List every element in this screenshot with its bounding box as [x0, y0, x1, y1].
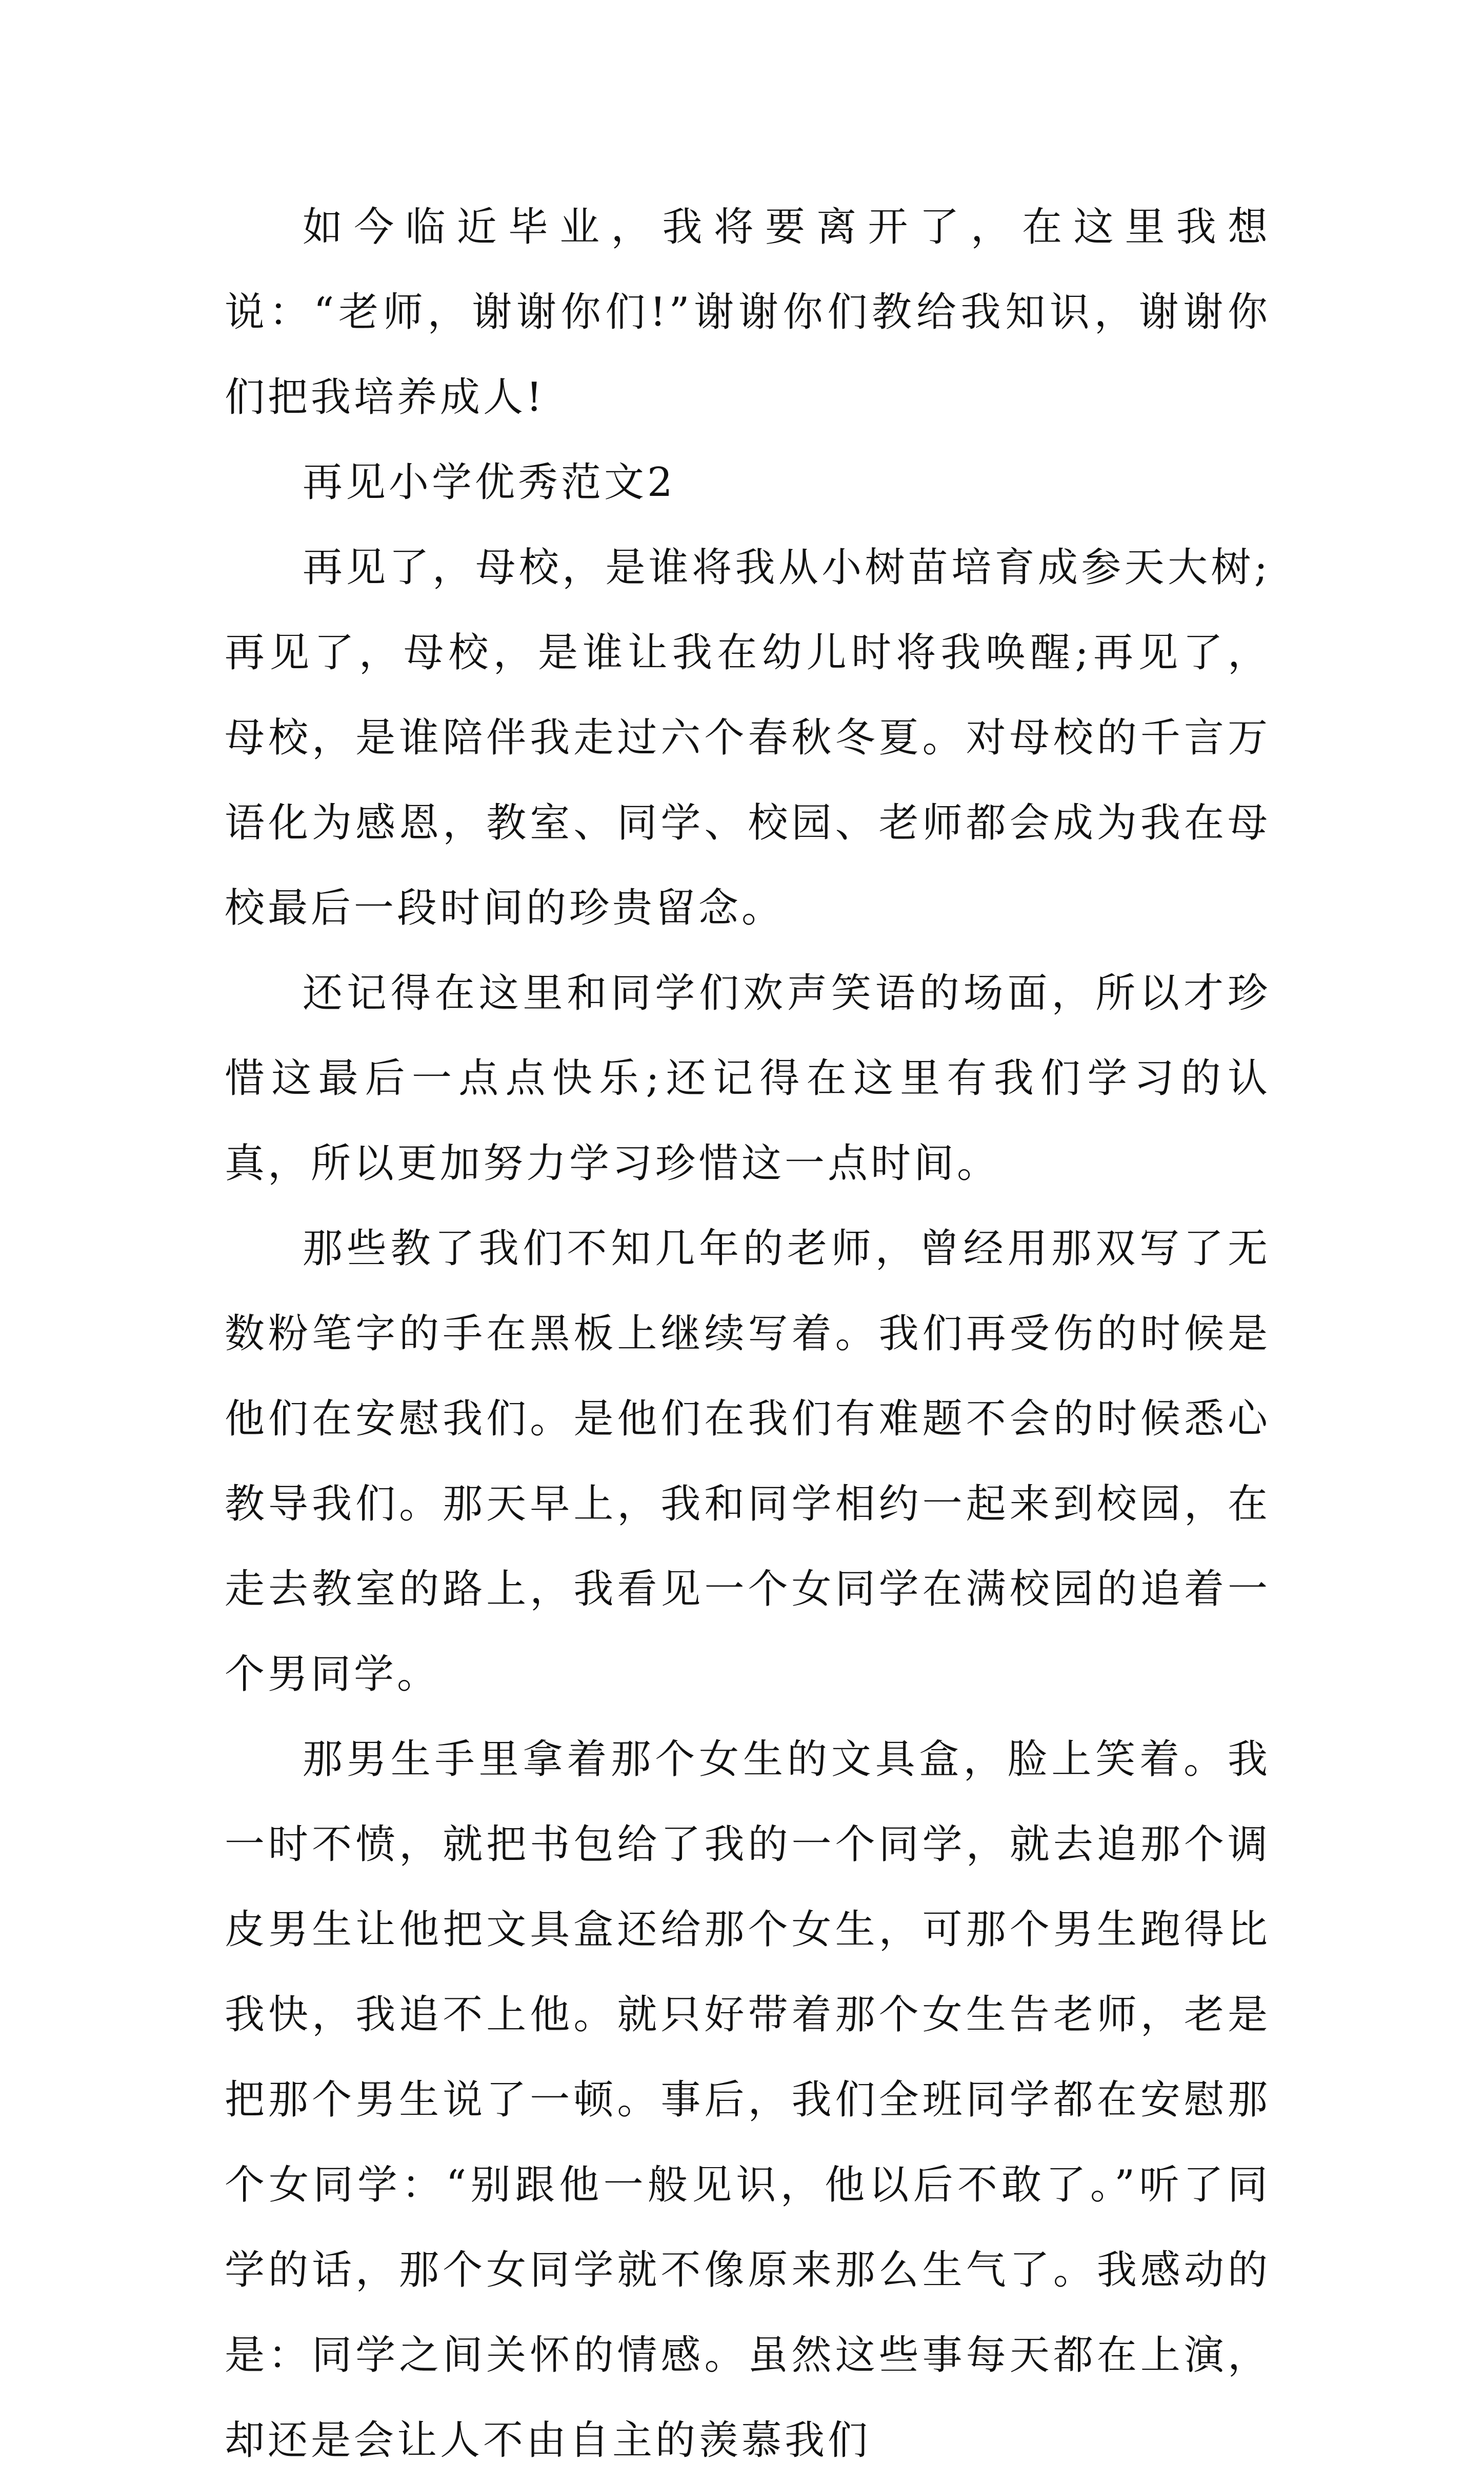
document-body	[225, 185, 1271, 2483]
paragraph-classmates: 那男生手里拿着那个女生的文具盒，脸上笑着。我一时不愤，就把书包给了我的一个同学，就去追那个调皮男生让他把文具盒还给那个女生，可那个男生跑得比我快，我追不上他。就只好带着那个女生告老师，老是把那个男生说了一顿。事后，我们全班同学都在安慰那个女同学：“别跟他一般见识，他以后不敢了。”听了同学的话，那个女同学就不像原来那么生气了。我感动的是：同学之间关怀的情感。虽然这些事每天都在上演，却还是会让人不由自主的羡慕我们	[225, 1736, 1271, 2464]
paragraph-graduation-thanks: 如今临近毕业，我将要离开了，在这里我想说：“老师，谢谢你们!”谢谢你们教给我知识，谢谢你们把我培养成人!	[225, 204, 1271, 420]
section-title: 再见小学优秀范文2	[303, 459, 676, 506]
paragraph-memories: 还记得在这里和同学们欢声笑语的场面，所以才珍惜这最后一点点快乐;还记得在这里有我们学习的认真，所以更加努力学习珍惜这一点时间。	[225, 970, 1271, 1187]
paragraph-farewell-school: 再见了，母校，是谁将我从小树苗培育成参天大树;再见了，母校，是谁让我在幼儿时将我唤醒;再见了，母校，是谁陪伴我走过六个春秋冬夏。对母校的千言万语化为感恩，教室、同学、校园、老师都会成为我在母校最后一段时间的珍贵留念。	[225, 545, 1271, 931]
paragraph-teachers: 那些教了我们不知几年的老师，曾经用那双写了无数粉笔字的手在黑板上继续写着。我们再受伤的时候是他们在安慰我们。是他们在我们有难题不会的时候悉心教导我们。那天早上，我和同学相约一起来到校园，在走去教室的路上，我看见一个女同学在满校园的追着一个男同学。	[225, 1226, 1271, 1697]
